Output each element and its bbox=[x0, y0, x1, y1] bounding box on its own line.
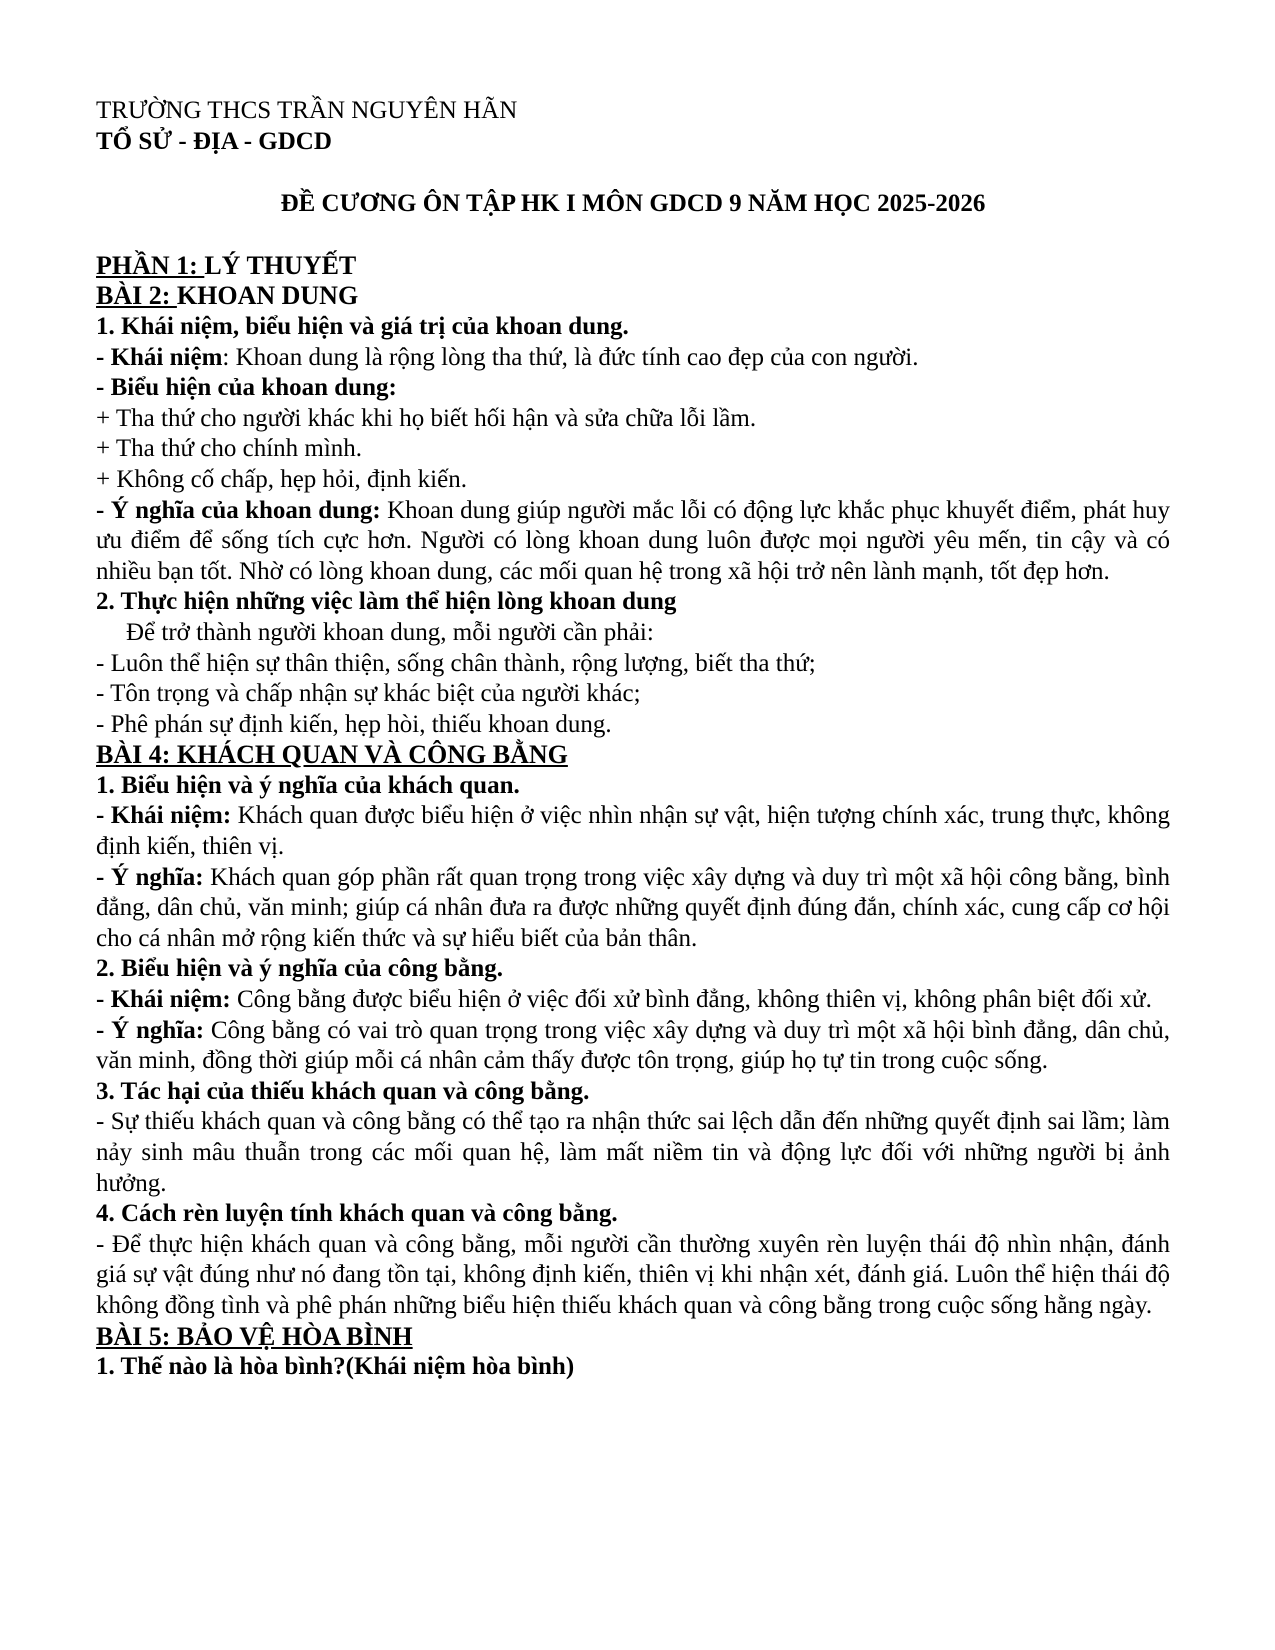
bai4-s1-meaning-label: - Ý nghĩa: bbox=[96, 863, 204, 891]
bai4-s3-text: - Sự thiếu khách quan và công bằng có thể tạo ra nhận thức sai lệch dẫn đến những quyết định sai lầm; làm nảy sinh mâu thuẫn trong các mối quan hệ, làm mất niềm tin và động lực đối với những người bị ảnh hưởng. bbox=[96, 1108, 1170, 1197]
bai2-heading bbox=[96, 281, 1170, 312]
bai2-expression-item: + Tha thứ cho chính mình. bbox=[96, 435, 363, 463]
bai5-heading: BÀI 5: BẢO VỆ HÒA BÌNH bbox=[96, 1321, 413, 1351]
part1-heading bbox=[96, 251, 1170, 282]
school-name: TRƯỜNG THCS TRẦN NGUYÊN HÃN bbox=[96, 97, 518, 124]
bai5-section1-title: 1. Thế nào là hòa bình?(Khái niệm hòa bình) bbox=[96, 1353, 575, 1381]
bai2-label: BÀI 2: bbox=[96, 281, 177, 311]
bai2-concept-label: - Khái niệm bbox=[96, 343, 223, 371]
bai4-s2-concept-label: - Khái niệm: bbox=[96, 986, 231, 1014]
bai2-meaning bbox=[96, 496, 1170, 588]
bai2-section1-title: 1. Khái niệm, biểu hiện và giá trị của khoan dung. bbox=[96, 312, 629, 340]
bai2-meaning-label: - Ý nghĩa của khoan dung: bbox=[96, 496, 381, 524]
bai4-s1-meaning-text: Khách quan góp phần rất quan trọng trong việc xây dựng và duy trì một xã hội công bằng, bình đẳng, dân chủ, văn minh; giúp cá nhân đưa ra được những quyết định đúng đắn, chính xác, cung cấp cơ hội cho cá nhân mở rộng kiến thức và sự hiểu biết của bản thân. bbox=[96, 863, 1170, 952]
bai2-expression-item: + Không cố chấp, hẹp hỏi, định kiến. bbox=[96, 465, 467, 493]
department-name: TỔ SỬ - ĐỊA - GDCD bbox=[96, 127, 332, 155]
bai4-heading: BÀI 4: KHÁCH QUAN VÀ CÔNG BẰNG bbox=[96, 740, 568, 770]
document-page bbox=[96, 96, 1170, 1383]
bai2-concept bbox=[96, 343, 1170, 374]
bai4-s1-concept-text: Khách quan được biểu hiện ở việc nhìn nhận sự vật, hiện tượng chính xác, trung thực, không định kiến, thiên vị. bbox=[96, 802, 1170, 861]
bai2-section2-title: 2. Thực hiện những việc làm thể hiện lòng khoan dung bbox=[96, 588, 677, 616]
bai2-expression-item: + Tha thứ cho người khác khi họ biết hối hận và sửa chữa lỗi lầm. bbox=[96, 404, 757, 432]
bai4-s2-meaning-text: Công bằng có vai trò quan trọng trong việc xây dựng và duy trì một xã hội bình đẳng, dân chủ, văn minh, đồng thời giúp mỗi cá nhân cảm thấy được tôn trọng, giúp họ tự tin trong cuộc sống. bbox=[96, 1016, 1170, 1075]
bai4-s1-concept-label: - Khái niệm: bbox=[96, 802, 232, 830]
bai4-s2-concept-text: Công bằng được biểu hiện ở việc đối xử bình đẳng, không thiên vị, không phân biệt đối xử. bbox=[230, 986, 1152, 1014]
bai2-expression-label: - Biểu hiện của khoan dung: bbox=[96, 374, 397, 402]
document-title: ĐỀ CƯƠNG ÔN TẬP HK I MÔN GDCD 9 NĂM HỌC 2025-2026 bbox=[280, 190, 986, 218]
bai4-s2-meaning-label: - Ý nghĩa: bbox=[96, 1016, 205, 1044]
bai2-section2-item: - Luôn thể hiện sự thân thiện, sống chân thành, rộng lượng, biết tha thứ; bbox=[96, 649, 816, 677]
bai2-section2-item: - Tôn trọng và chấp nhận sự khác biệt của người khác; bbox=[96, 680, 641, 708]
bai4-section3-title: 3. Tác hại của thiếu khách quan và công bằng. bbox=[96, 1077, 590, 1105]
bai2-concept-text: : Khoan dung là rộng lòng tha thứ, là đức tính cao đẹp của con người. bbox=[222, 343, 919, 371]
bai4-section1-title: 1. Biểu hiện và ý nghĩa của khách quan. bbox=[96, 771, 520, 799]
bai4-s4-text: - Để thực hiện khách quan và công bằng, mỗi người cần thường xuyên rèn luyện thái độ nhìn nhận, đánh giá sự vật đúng như nó đang tồn tại, không định kiến, thiên vị khi nhận xét, đánh giá. Luôn thể hiện thái độ không đồng tình và phê phán những biểu hiện thiếu khách quan và công bằng trong cuộc sống hằng ngày. bbox=[96, 1230, 1170, 1319]
bai4-s2-meaning bbox=[96, 1016, 1170, 1077]
bai2-section2-intro: Để trở thành người khoan dung, mỗi người cần phải: bbox=[126, 618, 654, 646]
bai4-section4-title: 4. Cách rèn luyện tính khách quan và công bằng. bbox=[96, 1200, 618, 1228]
bai2-section2-item: - Phê phán sự định kiến, hẹp hòi, thiếu khoan dung. bbox=[96, 710, 612, 738]
bai4-section2-title: 2. Biểu hiện và ý nghĩa của công bằng. bbox=[96, 955, 504, 983]
bai4-s1-meaning bbox=[96, 863, 1170, 955]
bai4-s2-concept bbox=[96, 985, 1170, 1016]
part1-name: LÝ THUYẾT bbox=[204, 250, 357, 280]
bai2-name: KHOAN DUNG bbox=[176, 281, 359, 311]
bai2-meaning-text: Khoan dung giúp người mắc lỗi có động lực khắc phục khuyết điểm, phát huy ưu điểm để sống tích cực hơn. Người có lòng khoan dung luôn được mọi người yêu mến, tin cậy và có nhiều bạn tốt. Nhờ có lòng khoan dung, các mối quan hệ trong xã hội trở nên lành mạnh, tốt đẹp hơn. bbox=[96, 496, 1170, 585]
bai4-s1-concept bbox=[96, 801, 1170, 862]
part1-label: PHẦN 1: bbox=[96, 250, 205, 280]
